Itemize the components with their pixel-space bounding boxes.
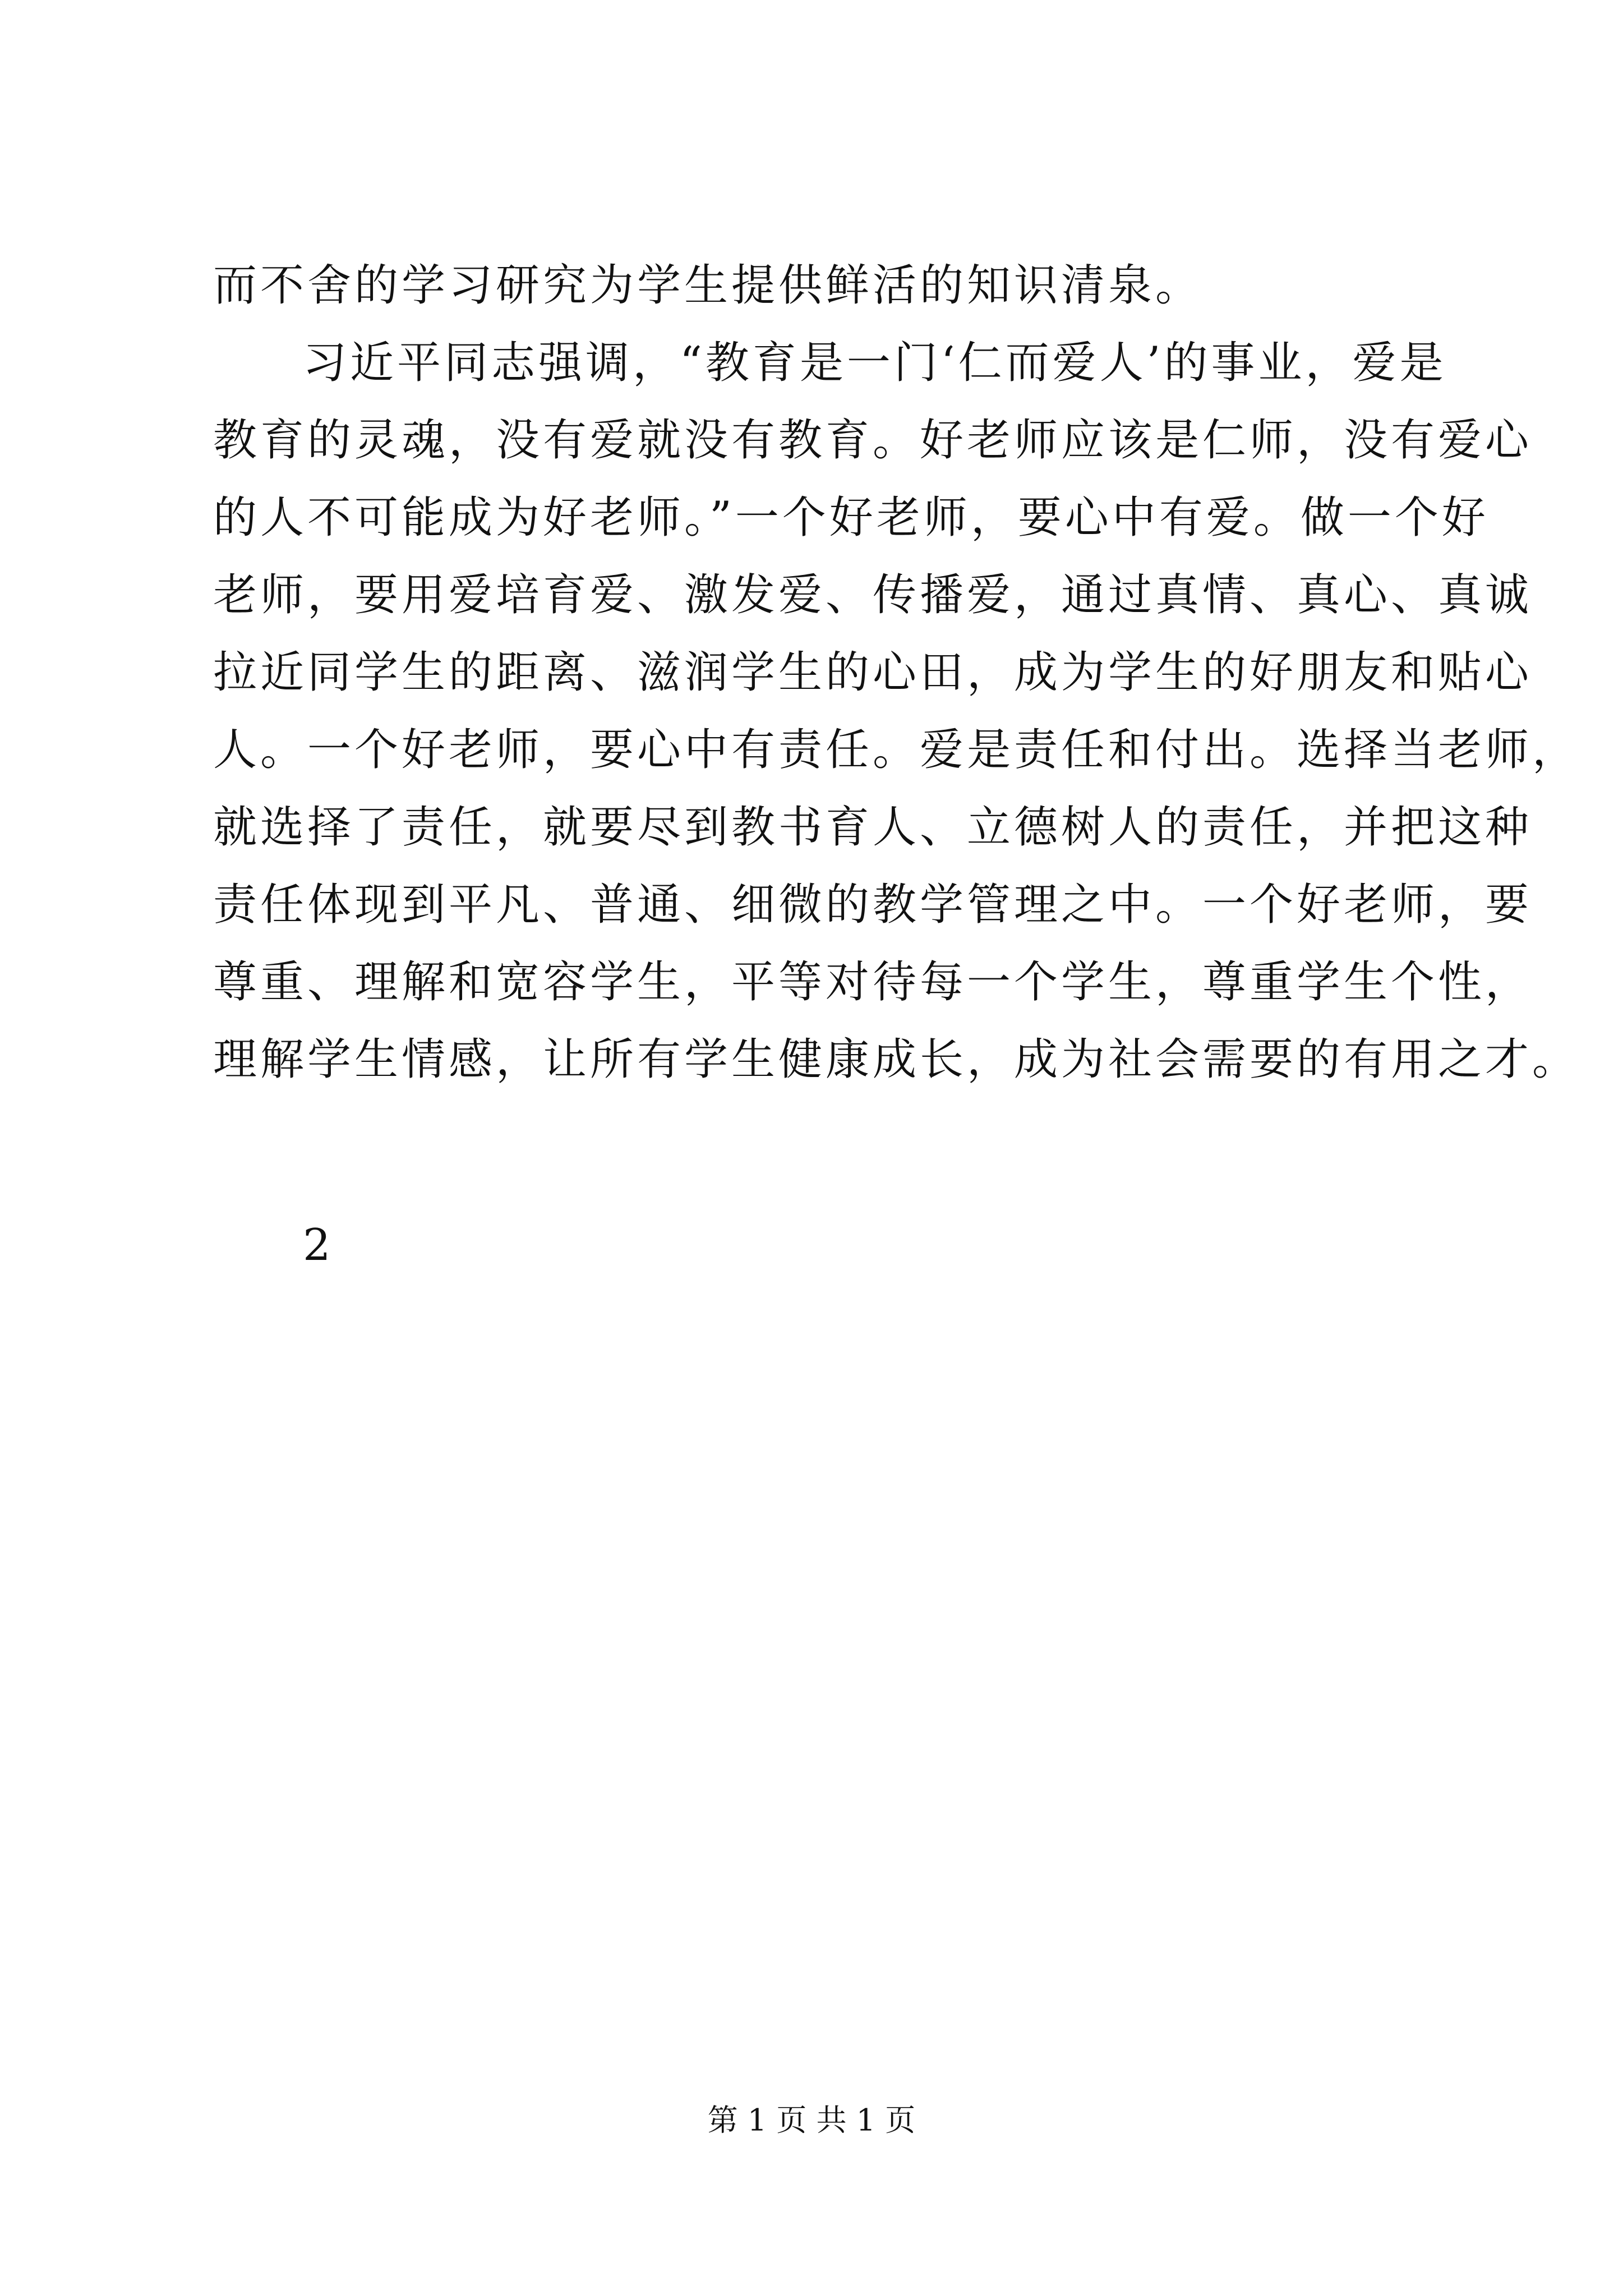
text-line: 尊重、理解和宽容学生，平等对待每一个学生，尊重学生个性， [213,957,1533,1007]
text-line: 的人不可能成为好老师。”一个好老师，要心中有爱。做一个好 [213,493,1489,543]
page-footer: 第 1 页 共 1 页 [707,2102,916,2138]
text-line: 责任体现到平凡、普通、细微的教学管理之中。一个好老师，要 [213,880,1533,930]
text-line: 教育的灵魂，没有爱就没有教育。好老师应该是仁师，没有爱心 [213,415,1533,466]
text-line: 而不舍的学习研究为学生提供鲜活的知识清泉。 [213,260,1203,311]
section-number: 2 [303,1220,331,1271]
text-line: 理解学生情感，让所有学生健康成长，成为社会需要的有用之才。 [213,1034,1580,1085]
text-line: 老师，要用爱培育爱、激发爱、传播爱，通过真情、真心、真诚 [213,570,1533,620]
text-line: 人。一个好老师，要心中有责任。爱是责任和付出。选择当老师， [213,725,1580,775]
text-line: 就选择了责任，就要尽到教书育人、立德树人的责任，并把这种 [213,802,1533,853]
text-line: 拉近同学生的距离、滋润学生的心田，成为学生的好朋友和贴心 [213,647,1533,698]
text-line: 习近平同志强调，“教育是一门‘仁而爱人’的事业，爱是 [303,338,1447,388]
body-text [213,247,1580,1098]
